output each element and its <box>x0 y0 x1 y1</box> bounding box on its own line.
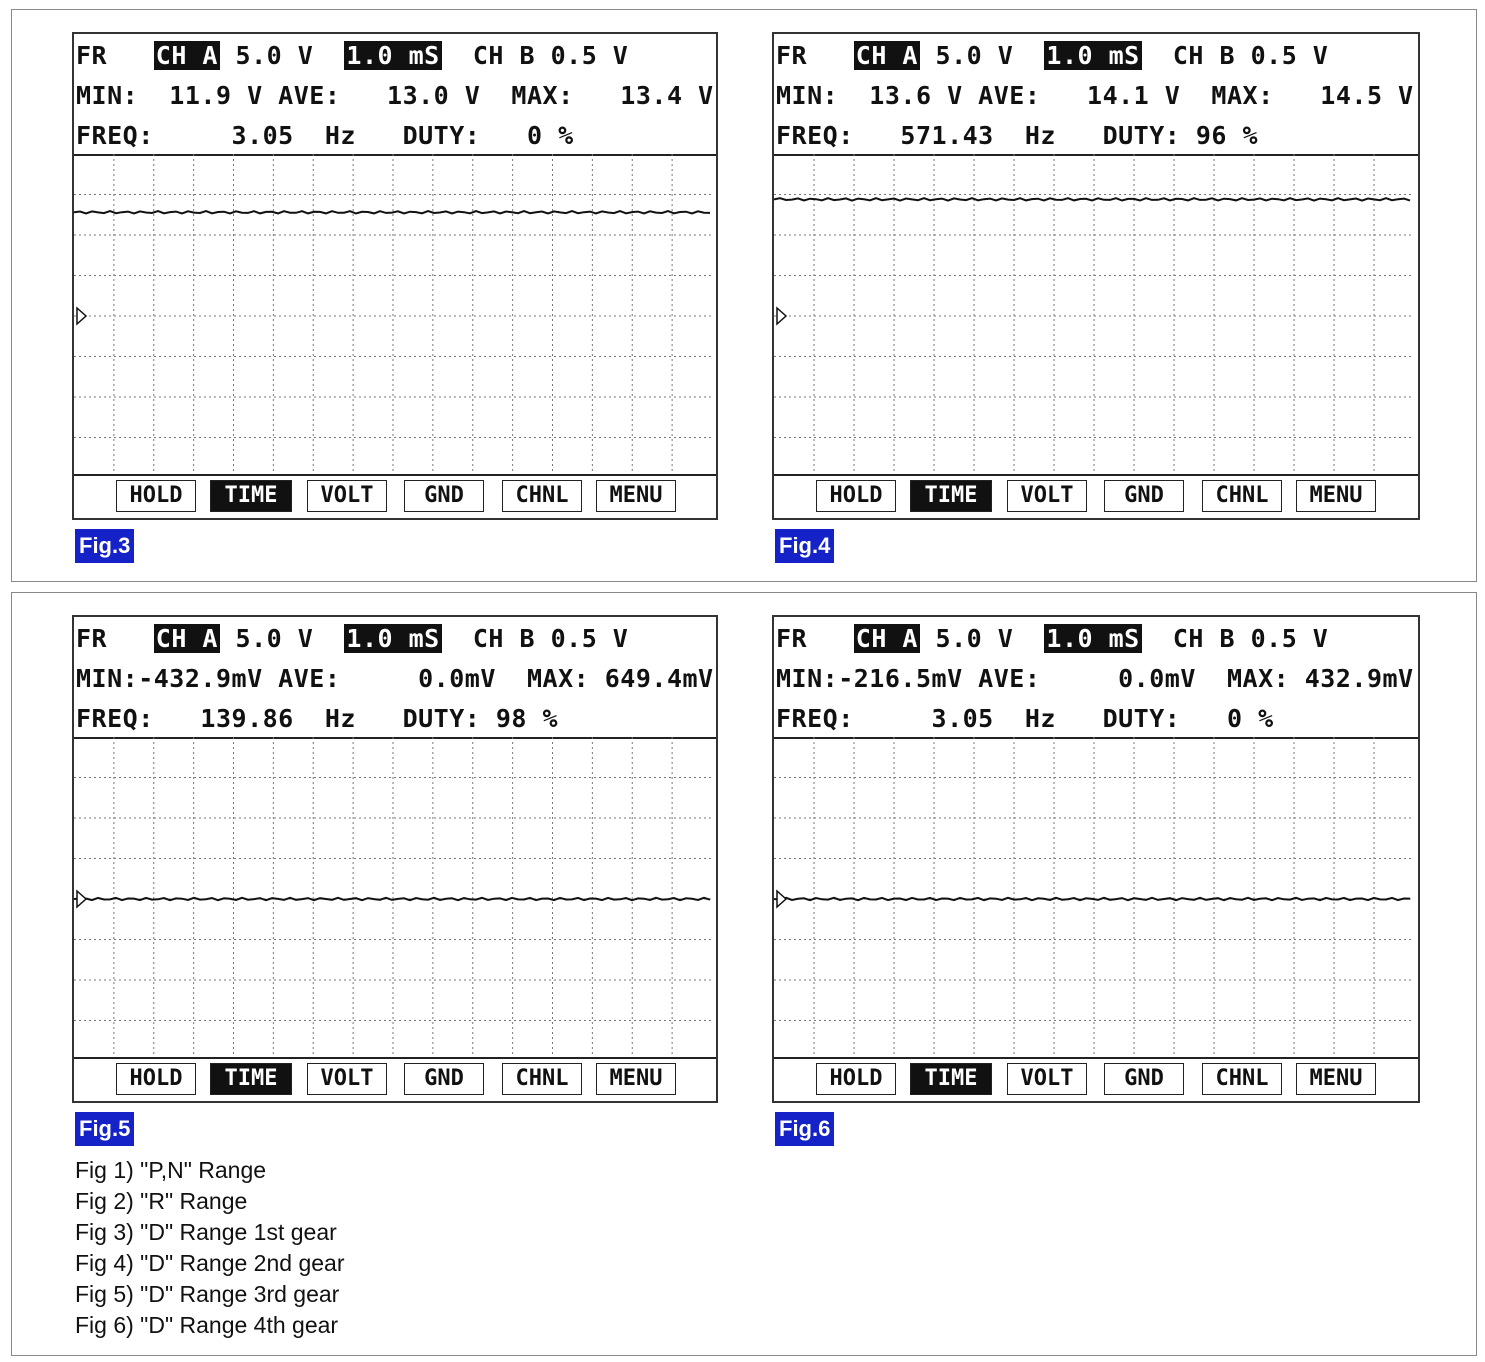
timebase-tag: 1.0 mS <box>1046 624 1140 653</box>
grid-svg <box>774 154 1414 478</box>
chnl-button[interactable]: CHNL <box>1202 1063 1282 1095</box>
scope-line-1 <box>76 38 628 74</box>
scope-line-2: MIN:-216.5mV AVE: 0.0mV MAX: 432.9mV <box>776 664 1414 693</box>
caption-fig2: Fig 2) "R" Range <box>75 1188 248 1214</box>
time-button[interactable]: TIME <box>910 1063 992 1095</box>
scope-line-1 <box>776 38 1328 74</box>
fig-label-4: Fig.4 <box>775 529 834 563</box>
channel-a-tag: CH A <box>855 624 918 653</box>
volt-button[interactable]: VOLT <box>1007 480 1087 512</box>
ground-marker-icon <box>77 891 86 907</box>
scope-button-bar <box>74 1057 716 1101</box>
channel-a-scale: 5.0 V <box>235 41 314 70</box>
scope-button-bar <box>774 1057 1418 1101</box>
menu-button[interactable]: MENU <box>1296 480 1376 512</box>
scope-line-1 <box>76 621 628 657</box>
scope-line-3: FREQ: 571.43 Hz DUTY: 96 % <box>776 121 1259 150</box>
chnl-button[interactable]: CHNL <box>1202 480 1282 512</box>
menu-button[interactable]: MENU <box>596 1063 676 1095</box>
fr-label: FR <box>776 624 808 653</box>
volt-button[interactable]: VOLT <box>307 480 387 512</box>
scope-line-2: MIN: 11.9 V AVE: 13.0 V MAX: 13.4 V <box>76 81 714 110</box>
channel-a-tag: CH A <box>155 41 218 70</box>
scope-button-bar <box>774 474 1418 518</box>
timebase-tag: 1.0 mS <box>1046 41 1140 70</box>
gnd-button[interactable]: GND <box>1104 1063 1184 1095</box>
ground-marker-icon <box>777 891 786 907</box>
gnd-button[interactable]: GND <box>1104 480 1184 512</box>
channel-a-scale: 5.0 V <box>935 624 1014 653</box>
channel-a-scale: 5.0 V <box>935 41 1014 70</box>
fig-label-6: Fig.6 <box>775 1112 834 1146</box>
scope-line-3: FREQ: 3.05 Hz DUTY: 0 % <box>76 121 574 150</box>
caption-fig1: Fig 1) "P,N" Range <box>75 1157 267 1183</box>
hold-button[interactable]: HOLD <box>116 1063 196 1095</box>
caption-fig5: Fig 5) "D" Range 3rd gear <box>75 1281 340 1307</box>
ground-marker-icon <box>77 308 86 324</box>
chnl-button[interactable]: CHNL <box>502 1063 582 1095</box>
scope-line-3: FREQ: 139.86 Hz DUTY: 98 % <box>76 704 559 733</box>
channel-b-scale: CH B 0.5 V <box>472 624 629 653</box>
scope-grid <box>774 154 1418 480</box>
hold-button[interactable]: HOLD <box>816 1063 896 1095</box>
scope-line-2: MIN:-432.9mV AVE: 0.0mV MAX: 649.4mV <box>76 664 714 693</box>
time-button[interactable]: TIME <box>210 1063 292 1095</box>
signal-trace <box>74 211 710 213</box>
menu-button[interactable]: MENU <box>596 480 676 512</box>
timebase-tag: 1.0 mS <box>346 41 440 70</box>
oscilloscope-fig3 <box>72 32 718 520</box>
channel-b-scale: CH B 0.5 V <box>472 41 629 70</box>
gnd-button[interactable]: GND <box>404 480 484 512</box>
signal-trace <box>774 898 1410 900</box>
scope-header <box>74 617 716 739</box>
channel-b-scale: CH B 0.5 V <box>1172 41 1329 70</box>
time-button[interactable]: TIME <box>910 480 992 512</box>
caption-fig4: Fig 4) "D" Range 2nd gear <box>75 1250 345 1276</box>
fr-label: FR <box>76 624 108 653</box>
signal-trace <box>774 198 1410 200</box>
hold-button[interactable]: HOLD <box>116 480 196 512</box>
scope-line-2: MIN: 13.6 V AVE: 14.1 V MAX: 14.5 V <box>776 81 1414 110</box>
gnd-button[interactable]: GND <box>404 1063 484 1095</box>
fr-label: FR <box>776 41 808 70</box>
channel-b-scale: CH B 0.5 V <box>1172 624 1329 653</box>
scope-header <box>74 34 716 156</box>
fig-label-5: Fig.5 <box>75 1112 134 1146</box>
timebase-tag: 1.0 mS <box>346 624 440 653</box>
fr-label: FR <box>76 41 108 70</box>
signal-trace <box>74 898 710 900</box>
fig-label-3: Fig.3 <box>75 529 134 563</box>
scope-header <box>774 617 1418 739</box>
caption-fig6: Fig 6) "D" Range 4th gear <box>75 1312 339 1338</box>
scope-header <box>774 34 1418 156</box>
scope-grid <box>74 737 716 1063</box>
grid-svg <box>774 737 1414 1061</box>
time-button[interactable]: TIME <box>210 480 292 512</box>
caption-fig3: Fig 3) "D" Range 1st gear <box>75 1219 337 1245</box>
hold-button[interactable]: HOLD <box>816 480 896 512</box>
channel-a-scale: 5.0 V <box>235 624 314 653</box>
scope-grid <box>74 154 716 480</box>
volt-button[interactable]: VOLT <box>307 1063 387 1095</box>
scope-line-1 <box>776 621 1328 657</box>
oscilloscope-fig6 <box>772 615 1420 1103</box>
scope-line-3: FREQ: 3.05 Hz DUTY: 0 % <box>776 704 1274 733</box>
oscilloscope-fig4 <box>772 32 1420 520</box>
menu-button[interactable]: MENU <box>1296 1063 1376 1095</box>
oscilloscope-fig5 <box>72 615 718 1103</box>
scope-grid <box>774 737 1418 1063</box>
chnl-button[interactable]: CHNL <box>502 480 582 512</box>
volt-button[interactable]: VOLT <box>1007 1063 1087 1095</box>
scope-button-bar <box>74 474 716 518</box>
channel-a-tag: CH A <box>155 624 218 653</box>
ground-marker-icon <box>777 308 786 324</box>
channel-a-tag: CH A <box>855 41 918 70</box>
grid-svg <box>74 737 712 1061</box>
grid-svg <box>74 154 712 478</box>
